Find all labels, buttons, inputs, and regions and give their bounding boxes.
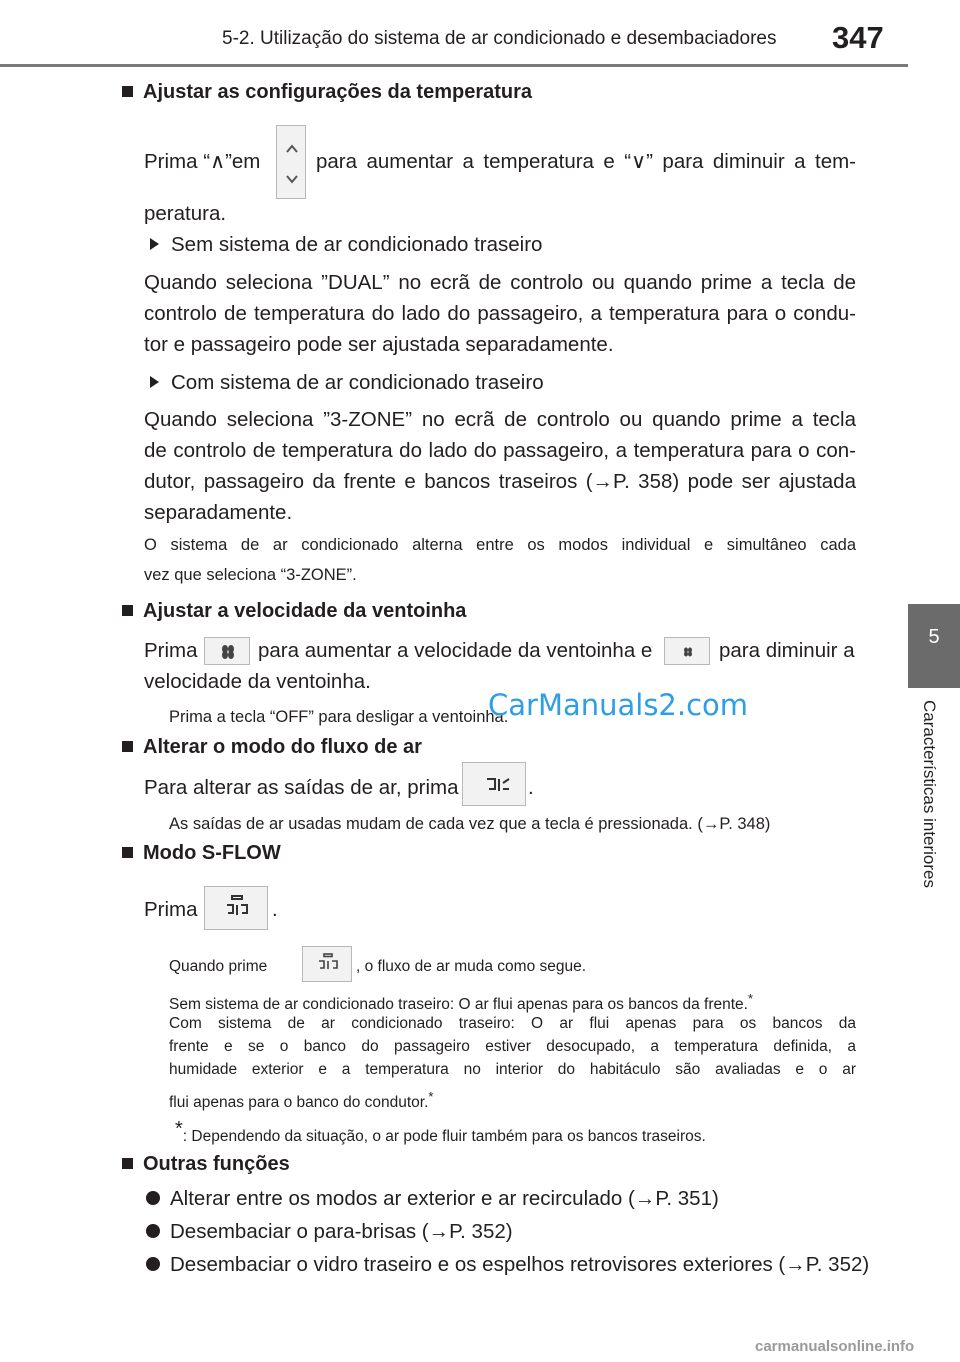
sflow-button-icon xyxy=(204,886,268,930)
watermark-logo: CarManuals2.com xyxy=(488,688,749,722)
airflow-text: Para alterar as saídas de ar, prima xyxy=(144,776,459,799)
sflow-text-end: . xyxy=(272,898,278,921)
other-list-item: Desembaciar o vidro traseiro e os espelhos retrovisores exteriores (→P. 352) xyxy=(146,1249,869,1280)
running-header: 5-2. Utilização do sistema de ar condicionado e desembaciadores xyxy=(222,28,777,49)
sflow-note-end: , o fluxo de ar muda como segue. xyxy=(356,958,587,975)
sub2-text-line: separadamente. xyxy=(144,501,293,524)
page-number: 347 xyxy=(832,20,884,55)
triangle-bullet-icon xyxy=(150,238,159,250)
fan-text-end: para diminuir a xyxy=(719,639,855,662)
airflow-mode-button-icon xyxy=(462,762,526,806)
square-bullet-icon xyxy=(122,741,133,752)
footer-watermark: carmanualsonline.info xyxy=(755,1338,915,1355)
sub2-heading: Com sistema de ar condicionado traseiro xyxy=(150,367,544,398)
temperature-line2: peratura. xyxy=(144,202,227,225)
fan-text-mid: para aumentar a velocidade da ventoinha e xyxy=(258,639,653,662)
fan-note: Prima a tecla “OFF” para desligar a ventoinha. xyxy=(169,708,509,726)
chapter-title-text: Características interiores xyxy=(920,700,939,889)
sflow-line: flui apenas para o banco do condutor.* xyxy=(169,1089,434,1112)
other-heading: Outras funções xyxy=(122,1153,290,1176)
fan-text-line2: velocidade da ventoinha. xyxy=(144,670,371,693)
square-bullet-icon xyxy=(122,1158,133,1169)
temperature-heading: Ajustar as configurações da temperatura xyxy=(122,81,532,104)
temperature-note-line: vez que seleciona “3-ZONE”. xyxy=(144,566,357,584)
square-bullet-icon xyxy=(122,86,133,97)
sflow-small-button-icon xyxy=(302,946,352,982)
sflow-line: Com sistema de ar condicionado traseiro: O ar flui apenas para os bancos da xyxy=(169,1015,856,1032)
square-bullet-icon xyxy=(122,605,133,616)
sub1-text-line: Quando seleciona ”DUAL” no ecrã de controlo ou quando prime a tecla de xyxy=(144,271,856,294)
header-rule xyxy=(0,64,908,67)
airflow-heading: Alterar o modo do fluxo de ar xyxy=(122,736,422,759)
fan-text-prima: Prima xyxy=(144,639,198,662)
sub2-text-line: Quando seleciona ”3-ZONE” no ecrã de controlo ou quando prime a tecla xyxy=(144,408,856,431)
sflow-footnote: *: Dependendo da situação, o ar pode fluir também para os bancos traseiros. xyxy=(175,1118,706,1146)
sub1-heading: Sem sistema de ar condicionado traseiro xyxy=(150,229,542,260)
round-bullet-icon xyxy=(146,1257,160,1271)
chapter-title xyxy=(905,700,955,930)
round-bullet-icon xyxy=(146,1191,160,1205)
temperature-up-down-button-icon xyxy=(276,125,306,199)
other-list-item: Alterar entre os modos ar exterior e ar recirculado (→P. 351) xyxy=(146,1183,719,1214)
temperature-note-line: O sistema de ar condicionado alterna entre os modos individual e simultâneo cada xyxy=(144,536,856,554)
sub1-text-line: tor e passageiro pode ser ajustada separadamente. xyxy=(144,333,614,356)
sflow-line: humidade exterior e a temperatura no interior do habitáculo são avaliadas e o ar xyxy=(169,1061,856,1078)
sflow-heading: Modo S-FLOW xyxy=(122,842,281,865)
other-list-item: Desembaciar o para-brisas (→P. 352) xyxy=(146,1216,513,1247)
sub2-text-line: de controlo de temperatura do lado do passageiro, a temperatura para o con- xyxy=(144,439,856,462)
sub1-text-line: controlo de temperatura do lado do passageiro, a temperatura para o condu- xyxy=(144,302,856,325)
airflow-text-end: . xyxy=(528,776,534,799)
sflow-note-start: Quando prime xyxy=(169,958,268,975)
temperature-line1-right: para aumentar a temperatura e “∨” para diminuir a tem- xyxy=(316,150,856,173)
sub2-text-line: dutor, passageiro da frente e bancos traseiros (→P. 358) pode ser ajustada xyxy=(144,470,856,493)
sflow-line: Sem sistema de ar condicionado traseiro: O ar flui apenas para os bancos da frente.* xyxy=(169,991,754,1014)
fan-down-button-icon xyxy=(664,637,710,665)
airflow-note: As saídas de ar usadas mudam de cada vez que a tecla é pressionada. (→P. 348) xyxy=(169,815,771,833)
triangle-bullet-icon xyxy=(150,376,159,388)
chapter-number: 5 xyxy=(928,626,940,648)
sflow-text: Prima xyxy=(144,898,198,921)
square-bullet-icon xyxy=(122,847,133,858)
temperature-line1-left: Prima “∧”em xyxy=(144,150,261,173)
round-bullet-icon xyxy=(146,1224,160,1238)
sflow-line: frente e se o banco do passageiro estiver desocupado, a temperatura definida, a xyxy=(169,1038,856,1055)
fan-heading: Ajustar a velocidade da ventoinha xyxy=(122,600,466,623)
fan-up-button-icon xyxy=(204,637,250,665)
